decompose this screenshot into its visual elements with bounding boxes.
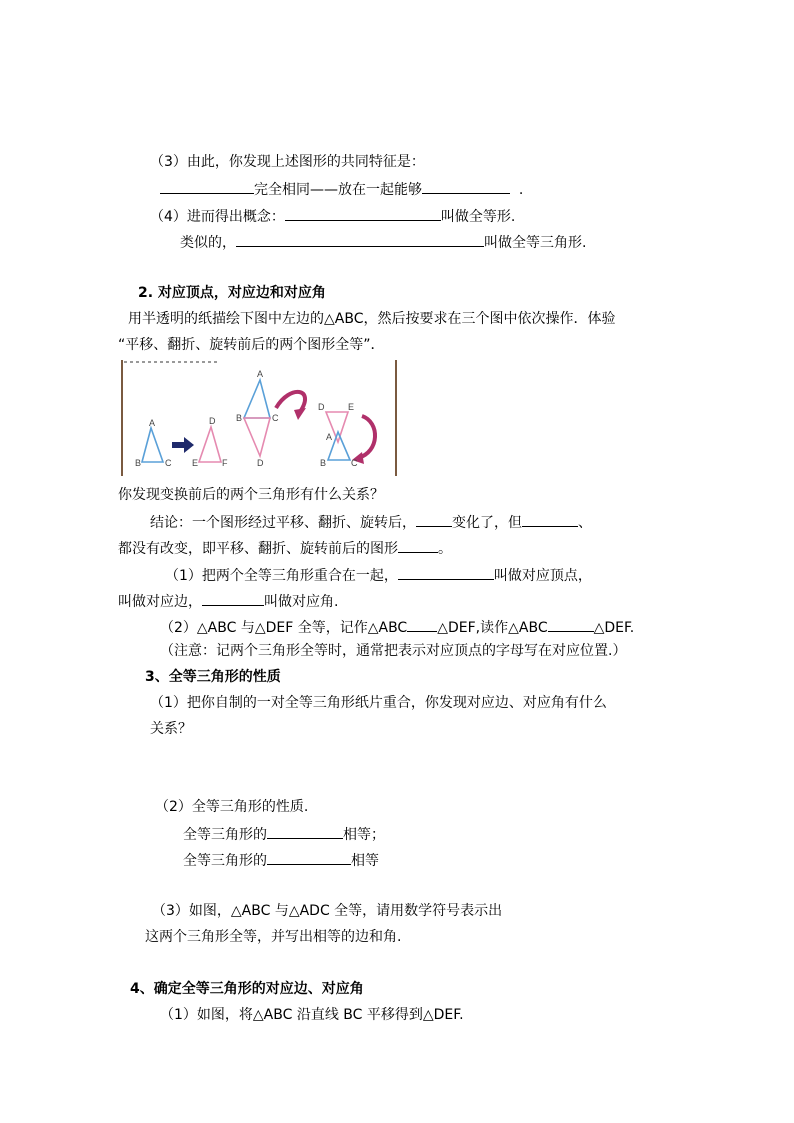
section-3-title: 3、全等三角形的性质: [145, 669, 281, 685]
item-2: （2）△ABC 与△DEF 全等，记作△ABC △DEF,读作△ABC △DEF.: [160, 616, 634, 638]
figure-label: A: [257, 369, 264, 379]
figure-label: D: [209, 416, 216, 426]
item-1: （1）把两个全等三角形重合在一起， 叫做对应顶点，: [165, 564, 592, 586]
conclusion-text: 结论：一个图形经过平移、翻折、旋转后， 变化了，但 、: [150, 511, 592, 533]
answer-blank[interactable]: [398, 537, 438, 553]
answer-blank[interactable]: [267, 823, 343, 839]
figure-label: D: [257, 458, 264, 468]
figure-label: B: [236, 413, 243, 423]
note-text: （注意：记两个三角形全等时，通常把表示对应顶点的字母写在对应位置.）: [160, 643, 627, 659]
question-2: （2）全等三角形的性质.: [155, 799, 309, 815]
question-3-fill: 完全相同——放在一起能够 .: [160, 178, 523, 200]
answer-blank[interactable]: [202, 590, 264, 606]
answer-blank[interactable]: [285, 205, 441, 221]
question-1-cont: 关系？: [150, 721, 192, 737]
question-4: （4）进而得出概念： 叫做全等形.: [150, 205, 515, 227]
answer-blank[interactable]: [522, 511, 578, 527]
figure-label: B: [320, 458, 327, 468]
figure-label: E: [348, 402, 355, 412]
figure-label: B: [135, 458, 142, 468]
answer-blank[interactable]: [236, 231, 484, 247]
figure-label: C: [165, 458, 172, 468]
answer-blank[interactable]: [422, 178, 510, 194]
question-1: （1）如图，将△ABC 沿直线 BC 平移得到△DEF.: [160, 1007, 464, 1023]
curved-arrow-icon: [358, 416, 375, 458]
question-3: （3）由此，你发现上述图形的共同特征是：: [150, 154, 425, 170]
answer-blank[interactable]: [416, 511, 452, 527]
question-1: （1）把你自制的一对全等三角形纸片重合，你发现对应边、对应角有什么: [150, 695, 607, 711]
figure-label: F: [222, 458, 228, 468]
figure-label: E: [192, 458, 199, 468]
arrow-right-icon: [172, 437, 194, 453]
answer-blank[interactable]: [407, 616, 437, 632]
figure-label: A: [326, 432, 333, 442]
property-1: 全等三角形的 相等；: [183, 823, 385, 845]
answer-blank[interactable]: [548, 616, 594, 632]
triangle-reflected: [244, 418, 270, 456]
figure-label: C: [351, 458, 358, 468]
item-1-cont: 叫做对应边， 叫做对应角.: [118, 590, 338, 612]
triangle-abc: [244, 380, 270, 418]
section-4-title: 4、确定全等三角形的对应边、对应角: [130, 981, 364, 997]
intro-text: “平移、翻折、旋转前后的两个图形全等”．: [118, 337, 385, 353]
answer-blank[interactable]: [398, 564, 494, 580]
section-2-title: 2. 对应顶点，对应边和对应角: [138, 285, 326, 301]
conclusion-text: 都没有改变，即平移、翻折、旋转前后的图形 。: [118, 537, 452, 559]
question-text: 你发现变换前后的两个三角形有什么关系？: [118, 487, 384, 503]
intro-text: 用半透明的纸描绘下图中左边的△ABC，然后按要求在三个图中依次操作．体验: [128, 311, 616, 327]
figure-label: A: [149, 418, 156, 428]
figure-label: D: [318, 402, 325, 412]
property-2: 全等三角形的 相等: [183, 849, 379, 871]
similar-definition: 类似的， 叫做全等三角形.: [180, 231, 586, 253]
answer-blank[interactable]: [267, 849, 351, 865]
triangle-def: [199, 427, 221, 462]
answer-blank[interactable]: [160, 178, 254, 194]
question-3: （3）如图，△ABC 与△ADC 全等，请用数学符号表示出: [152, 903, 503, 919]
triangle-abc: [142, 428, 163, 462]
figure-label: C: [272, 413, 279, 423]
transformation-figure: [118, 360, 400, 478]
question-3-cont: 这两个三角形全等，并写出相等的边和角.: [145, 929, 402, 945]
